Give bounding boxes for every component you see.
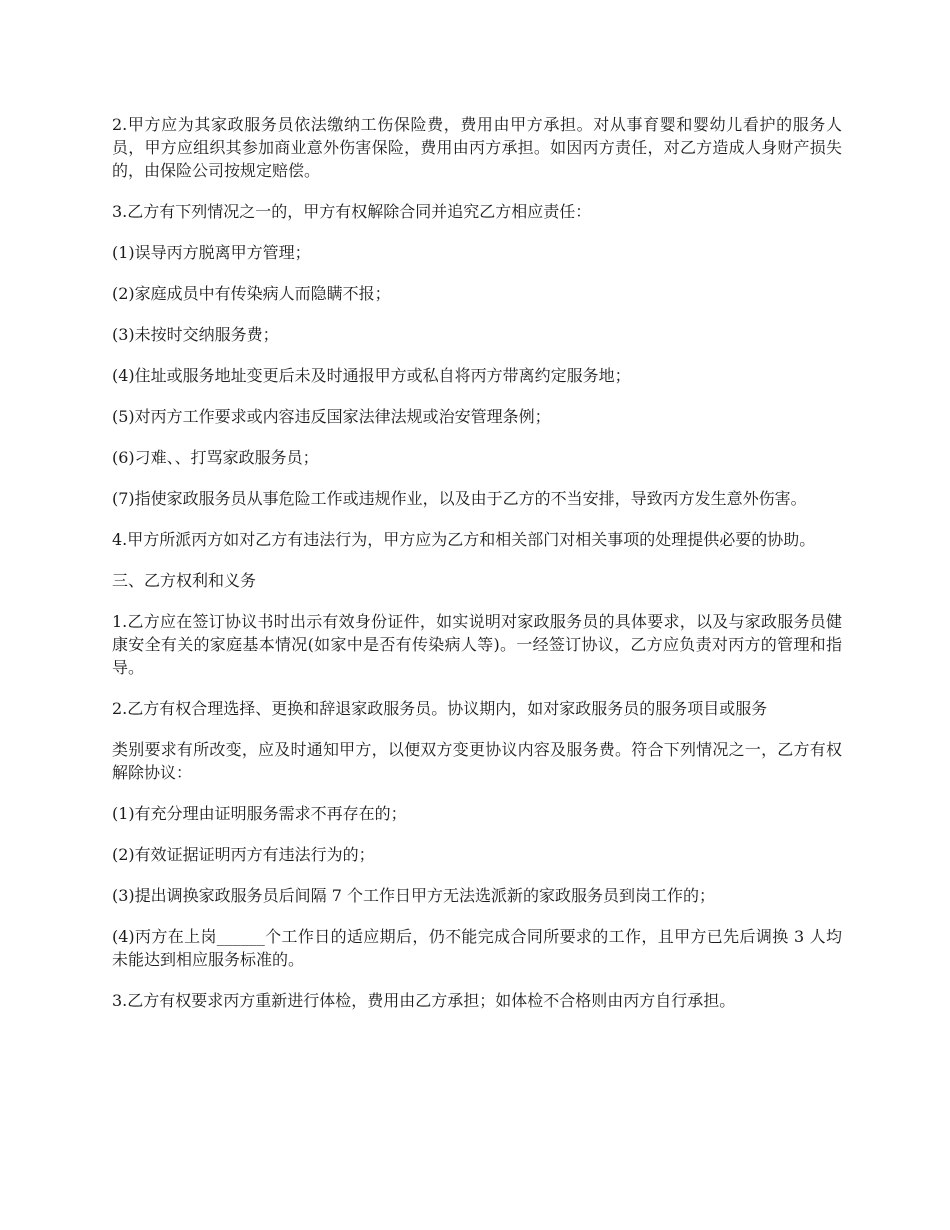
document-page (112, 113, 842, 1030)
paragraph-clause-3-medical-check: 3.乙方有权要求丙方重新进行体检，费用由乙方承担；如体检不合格则由丙方自行承担。 (112, 991, 736, 1010)
paragraph-clause-2-insurance: 2.甲方应为其家政服务员依法缴纳工伤保险费，费用由甲方承担。对从事育婴和婴幼儿看护的服务人员，甲方应组织其参加商业意外伤害保险，费用由丙方承担。如因丙方责任，对乙方造成人身财产损失的，由保险公司按规定赔偿。 (112, 115, 842, 180)
paragraph-clause-1-identification: 1.乙方应在签订协议书时出示有效身份证件，如实说明对家政服务员的具体要求，以及与家政服务员健康安全有关的家庭基本情况(如家中是否有传染病人等)。一经签订协议，乙方应负责对丙方的管理和指导。 (112, 612, 842, 677)
paragraph-item-6: (6)刁难、、打骂家政服务员； (112, 448, 319, 467)
paragraph-item-1: (1)误导丙方脱离甲方管理； (112, 243, 311, 262)
paragraph-item-2: (2)家庭成员中有传染病人而隐瞒不报； (112, 284, 391, 303)
paragraph-rescind-item-3: (3)提出调换家政服务员后间隔 7 个工作日甲方无法选派新的家政服务员到岗工作的； (112, 886, 716, 905)
paragraph-clause-4-assistance: 4.甲方所派丙方如对乙方有违法行为，甲方应为乙方和相关部门对相关事项的处理提供必要的协助。 (112, 530, 816, 549)
paragraph-clause-2-selection: 2.乙方有权合理选择、更换和辞退家政服务员。协议期内，如对家政服务员的服务项目或服务 (112, 699, 768, 718)
paragraph-item-7: (7)指使家政服务员从事危险工作或违规作业，以及由于乙方的不当安排，导致丙方发生意外伤害。 (112, 489, 807, 508)
paragraph-rescind-item-4: (4)丙方在上岗______个工作日的适应期后，仍不能完成合同所要求的工作，且甲方已先后调换 3 人均未能达到相应服务标准的。 (112, 927, 842, 969)
paragraph-item-4: (4)住址或服务地址变更后未及时通报甲方或私自将丙方带离约定服务地； (112, 366, 631, 385)
paragraph-clause-2-continued: 类别要求有所改变，应及时通知甲方，以便双方变更协议内容及服务费。符合下列情况之一，乙方有权解除协议： (112, 740, 842, 782)
section-heading: 三、乙方权利和义务 (112, 571, 257, 590)
paragraph-item-3: (3)未按时交纳服务费； (112, 325, 279, 344)
paragraph-clause-3-termination: 3.乙方有下列情况之一的，甲方有权解除合同并追究乙方相应责任： (112, 202, 592, 221)
paragraph-item-5: (5)对丙方工作要求或内容违反国家法律法规或治安管理条例； (112, 407, 551, 426)
paragraph-rescind-item-1: (1)有充分理由证明服务需求不再存在的； (112, 804, 407, 823)
paragraph-rescind-item-2: (2)有效证据证明丙方有违法行为的； (112, 845, 375, 864)
